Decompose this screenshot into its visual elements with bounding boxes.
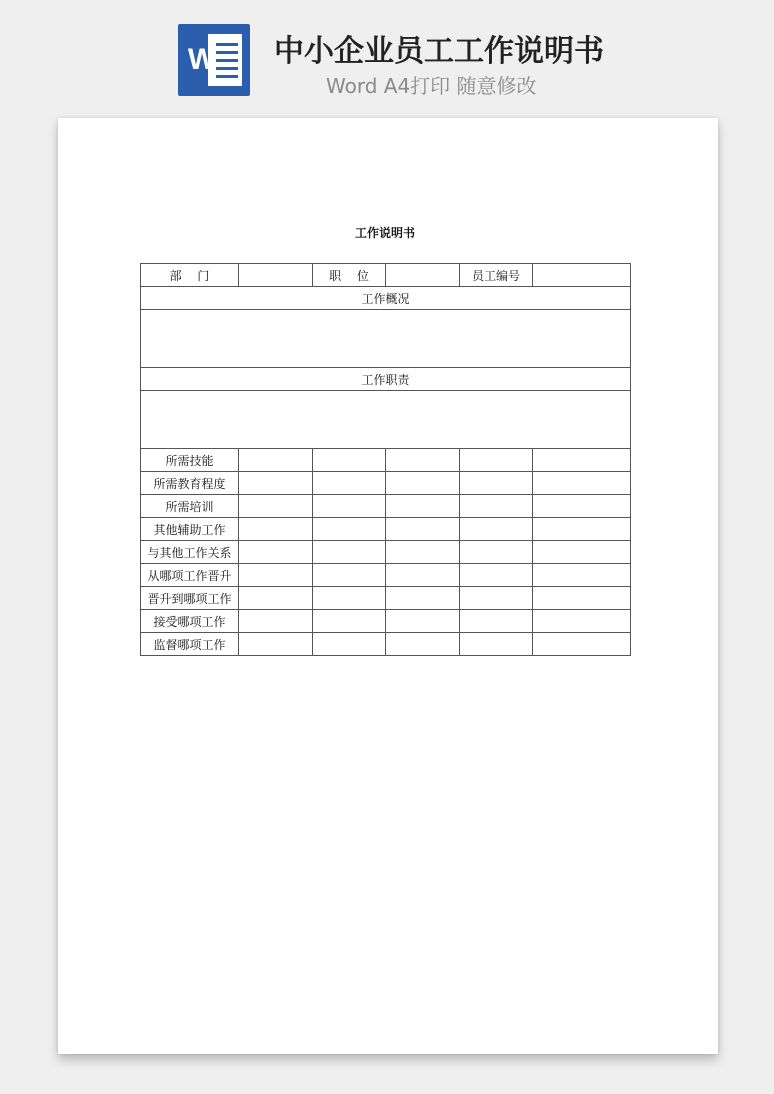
row-field[interactable]: [386, 541, 460, 564]
row-field[interactable]: [533, 564, 631, 587]
duties-label: 工作职责: [141, 368, 631, 391]
row-field[interactable]: [460, 564, 533, 587]
header-row: [141, 264, 631, 287]
row-field[interactable]: [386, 449, 460, 472]
word-icon-letter: W: [187, 43, 217, 76]
banner: [0, 0, 774, 110]
duties-field[interactable]: [141, 391, 631, 449]
row-field[interactable]: [239, 610, 313, 633]
row-field[interactable]: [533, 518, 631, 541]
row-field[interactable]: [239, 564, 313, 587]
row-field[interactable]: [386, 587, 460, 610]
table-row: [141, 587, 631, 610]
table-row: [141, 610, 631, 633]
overview-content-row: [141, 310, 631, 368]
row-field[interactable]: [533, 633, 631, 656]
department-label: 部 门: [141, 264, 239, 287]
table-row: [141, 633, 631, 656]
row-field[interactable]: [533, 472, 631, 495]
row-field[interactable]: [239, 633, 313, 656]
row-field[interactable]: [386, 564, 460, 587]
row-field[interactable]: [313, 518, 386, 541]
row-label: 晋升到哪项工作: [141, 587, 239, 610]
table-row: [141, 472, 631, 495]
employee-id-label: 员工编号: [460, 264, 533, 287]
table-row: [141, 495, 631, 518]
row-label: 其他辅助工作: [141, 518, 239, 541]
detail-rows: [141, 449, 631, 656]
row-field[interactable]: [239, 587, 313, 610]
row-field[interactable]: [313, 610, 386, 633]
row-field[interactable]: [460, 518, 533, 541]
row-field[interactable]: [313, 472, 386, 495]
table-row: [141, 449, 631, 472]
table-row: [141, 541, 631, 564]
row-field[interactable]: [460, 541, 533, 564]
row-field[interactable]: [386, 495, 460, 518]
overview-label: 工作概况: [141, 287, 631, 310]
row-field[interactable]: [386, 633, 460, 656]
row-field[interactable]: [313, 633, 386, 656]
duties-heading-row: [141, 368, 631, 391]
row-field[interactable]: [239, 541, 313, 564]
row-field[interactable]: [386, 518, 460, 541]
document-title: 工作说明书: [354, 226, 415, 240]
row-field[interactable]: [386, 472, 460, 495]
row-field[interactable]: [533, 495, 631, 518]
banner-title: 中小企业员工工作说明书: [274, 34, 604, 69]
document-page: [58, 118, 718, 1054]
row-label: 从哪项工作晋升: [141, 564, 239, 587]
row-field[interactable]: [239, 495, 313, 518]
table-row: [141, 564, 631, 587]
row-field[interactable]: [239, 472, 313, 495]
row-field[interactable]: [313, 564, 386, 587]
overview-field[interactable]: [141, 310, 631, 368]
row-field[interactable]: [313, 449, 386, 472]
row-field[interactable]: [533, 610, 631, 633]
row-label: 接受哪项工作: [141, 610, 239, 633]
job-description-table: [140, 263, 631, 656]
row-field[interactable]: [313, 541, 386, 564]
row-field[interactable]: [386, 610, 460, 633]
overview-heading-row: [141, 287, 631, 310]
row-label: 所需培训: [141, 495, 239, 518]
employee-id-field[interactable]: [533, 264, 631, 287]
row-label: 与其他工作关系: [141, 541, 239, 564]
word-icon: [178, 24, 250, 96]
row-field[interactable]: [239, 449, 313, 472]
row-label: 所需教育程度: [141, 472, 239, 495]
row-field[interactable]: [460, 472, 533, 495]
department-field[interactable]: [239, 264, 313, 287]
row-field[interactable]: [533, 587, 631, 610]
duties-content-row: [141, 391, 631, 449]
position-label: 职 位: [313, 264, 386, 287]
banner-subtitle: Word A4打印 随意修改: [326, 74, 537, 98]
table-row: [141, 518, 631, 541]
row-field[interactable]: [460, 449, 533, 472]
row-field[interactable]: [533, 449, 631, 472]
row-field[interactable]: [313, 495, 386, 518]
position-field[interactable]: [386, 264, 460, 287]
row-field[interactable]: [460, 495, 533, 518]
row-field[interactable]: [239, 518, 313, 541]
row-field[interactable]: [313, 587, 386, 610]
row-field[interactable]: [460, 587, 533, 610]
row-label: 所需技能: [141, 449, 239, 472]
row-field[interactable]: [533, 541, 631, 564]
row-field[interactable]: [460, 633, 533, 656]
row-field[interactable]: [460, 610, 533, 633]
row-label: 监督哪项工作: [141, 633, 239, 656]
